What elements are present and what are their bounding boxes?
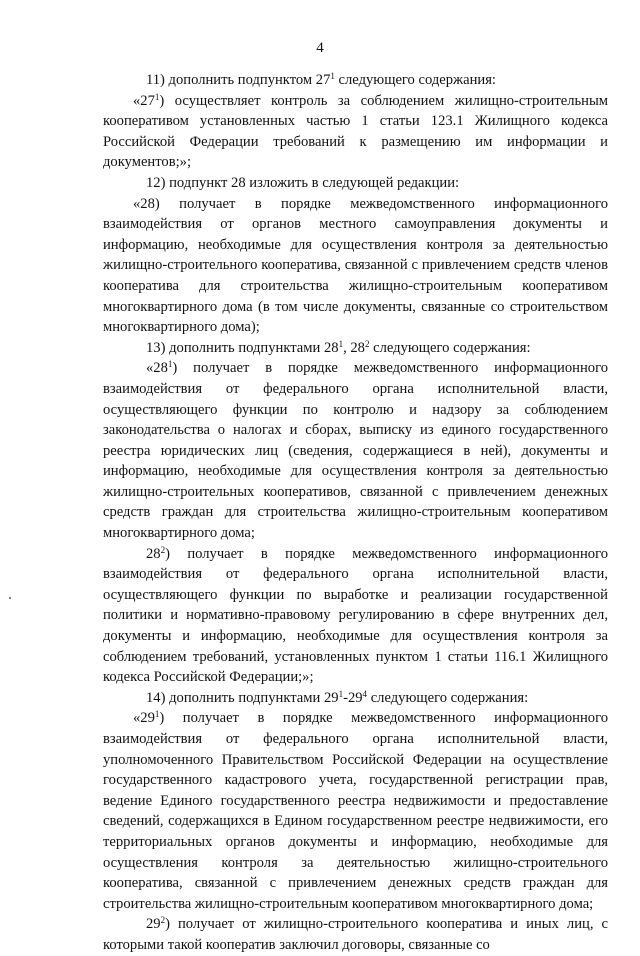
paragraph-p11 (103, 70, 608, 91)
text-run: «28 (146, 360, 168, 377)
paragraph-p14q1 (103, 708, 608, 914)
superscript: 2 (160, 915, 166, 926)
text-run: 14) дополнить подпунктами 29 (146, 689, 339, 706)
text-run: -29 (343, 689, 363, 706)
superscript: 1 (338, 688, 344, 699)
text-run: ) получает в порядке межведомственного информационного взаимодействия от федерального органа исполнительной власти, осуществляющего функции по контролю и надзору за соблюдением законодательства о налогах и сборах, выписку из единого государственного реестра юридических лиц (сведения, содержащиеся в ней), документы и информацию, необходимые для осуществления контроля за деятельностью жилищно-строительных кооперативов, связанной с привлечением денежных средств граждан для строительства жилищно-строительным кооперативом многоквартирного дома; (103, 360, 608, 542)
text-run: , 28 (343, 339, 365, 356)
text-run: следующего содержания: (369, 339, 531, 356)
document-body (103, 70, 608, 956)
text-run: «28) получает в порядке межведомственного информационного взаимодействия от органов местного самоуправления документы и информацию, необходимые для осуществления контроля за деятельностью жилищно-строительного кооператива, связанной с привлечением средств членов кооператива для строительства жилищно-строительным кооперативом многоквартирного дома (в том числе документы, связанные со строительством многоквартирного дома); (103, 195, 608, 336)
page-number: 4 (316, 40, 324, 56)
paragraph-p12q (103, 194, 608, 338)
text-run: 12) подпункт 28 изложить в следующей редакции: (146, 174, 460, 191)
paragraph-p13 (103, 338, 608, 359)
scan-mark (9, 597, 11, 599)
paragraph-p14 (103, 688, 608, 709)
text-run: 11) дополнить подпунктом 27 (146, 72, 331, 88)
text-run: следующего содержания: (367, 689, 529, 706)
superscript: 1 (167, 359, 173, 370)
superscript: 2 (160, 544, 166, 555)
text-run: ) получает в порядке межведомственного информационного взаимодействия от федерального органа исполнительной власти, осуществляющего функции по выработке и реализации государственной политики и нормативно-правовому регулированию в сфере внутренних дел, документы и информацию, необходимые для осуществления контроля за соблюдением требований, установленных пунктом 1 статьи 116.1 Жилищного кодекса Российской Федерации;»; (103, 545, 608, 686)
superscript: 2 (364, 338, 370, 349)
text-run: 28 (146, 545, 161, 562)
paragraph-p14q2 (103, 914, 608, 955)
text-run: 29 (146, 916, 161, 933)
superscript: 1 (338, 338, 344, 349)
superscript: 1 (330, 71, 335, 81)
paragraph-p11q (103, 91, 608, 173)
paragraph-p13q2 (103, 544, 608, 688)
text-run: следующего содержания: (334, 72, 496, 88)
text-run: «29 (133, 710, 155, 727)
text-run: ) получает в порядке межведомственного информационного взаимодействия от федерального органа исполнительной власти, уполномоченного Правительством Российской Федерации на осуществление государственного кадастрового учета, государственной регистрации прав, ведение Единого государственного реестра недвижимости и предоставление сведений, содержащихся в Едином государственном реестре недвижимости, его территориальных органов документы и информацию, необходимые для осуществления контроля за деятельностью жилищно-строительного кооператива, связанной с привлечением денежных средств граждан для строительства жилищно-строительным кооперативом многоквартирного дома; (103, 710, 608, 912)
paragraph-p12 (103, 173, 608, 194)
text-run: ) осуществляет контроль за соблюдением жилищно-строительным кооперативом установленных частью 1 статьи 123.1 Жилищного кодекса Российской Федерации требований к размещению им информации и документов;»; (103, 92, 608, 171)
text-run: «27 (133, 92, 155, 109)
text-run: ) получает от жилищно-строительного кооператива и иных лиц, с которыми такой кооператив заключил договоры, связанные со (103, 916, 608, 953)
superscript: 4 (362, 688, 368, 699)
superscript: 1 (154, 709, 160, 720)
text-run: 13) дополнить подпунктами 28 (146, 339, 339, 356)
paragraph-p13q1 (103, 358, 608, 543)
superscript: 1 (154, 91, 160, 102)
